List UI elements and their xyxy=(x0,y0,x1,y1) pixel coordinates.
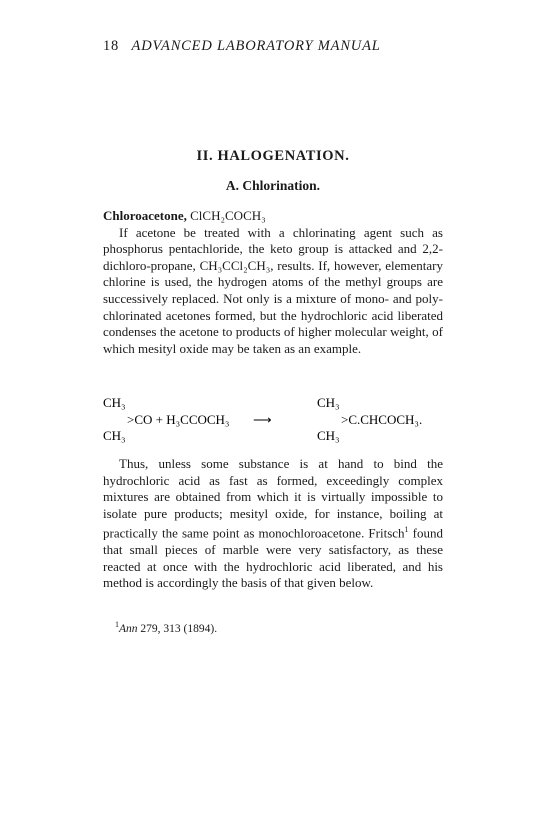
paragraph-2-part-1: Thus, unless some substance is at hand to bind the hydrochloric acid as fast as formed, exceedingly complex mixtures are obtained from which it is virtually impossible to isolate pure products; mesityl oxide, for instance, boiling at practically the same point as monochloroacetone. Fritsch xyxy=(103,456,443,541)
section-title: II. HALOGENATION. xyxy=(196,148,350,164)
eq-right-top: CH₃ xyxy=(317,395,340,410)
compound-name: Chloroacetone, xyxy=(103,208,191,223)
reaction-equation xyxy=(103,394,448,446)
equation-svg xyxy=(103,394,448,446)
footnote xyxy=(115,620,445,635)
eq-left-bottom: CH₃ xyxy=(103,428,126,443)
footnote-ref: 1 xyxy=(404,525,409,535)
body-block-1 xyxy=(103,208,443,357)
running-title: ADVANCED LABORATORY MANUAL xyxy=(131,38,381,54)
eq-arrow: ⟶ xyxy=(253,412,272,427)
compound-heading xyxy=(103,208,443,225)
paragraph-1: If acetone be treated with a chlorinating agent such as phosphorus pentachloride, the keto group is attacked and 2,2-dichloro-propane, CH₃CCl₂CH₃, results. If, however, elementary chlorine is used, the hydrogen atoms of the methyl groups are successively replaced. Not only is a mixture of mono- and poly-chlorinated acetones formed, but the hydrochloric acid liberated condenses the acetone to products of higher molecular weight, of which mesityl oxide may be taken as an example. xyxy=(103,224,443,356)
body-block-2 xyxy=(103,456,443,592)
paragraph-2-part-2: found that small pieces of marble were very satisfactory, as these reacted at once with the hydrochloric acid liberated, and his method is accordingly the basis of that given below. xyxy=(103,525,443,591)
compound-formula: ClCH₂COCH₃ xyxy=(190,208,266,223)
page-number: 18 xyxy=(103,38,120,54)
eq-left-top: CH₃ xyxy=(103,395,126,410)
footnote-mark: 1 xyxy=(115,620,119,629)
footnote-source: Ann xyxy=(119,622,138,635)
eq-left-group: >CO + H₃CCOCH₃ xyxy=(127,412,230,427)
footnote-citation: 279, 313 (1894). xyxy=(137,622,218,635)
eq-right-bottom: CH₃ xyxy=(317,428,340,443)
paragraph-2 xyxy=(103,456,443,592)
subsection-title: A. Chlorination. xyxy=(225,178,321,193)
running-head xyxy=(103,38,443,55)
eq-right-group: >C.CHCOCH₃. xyxy=(341,412,423,427)
